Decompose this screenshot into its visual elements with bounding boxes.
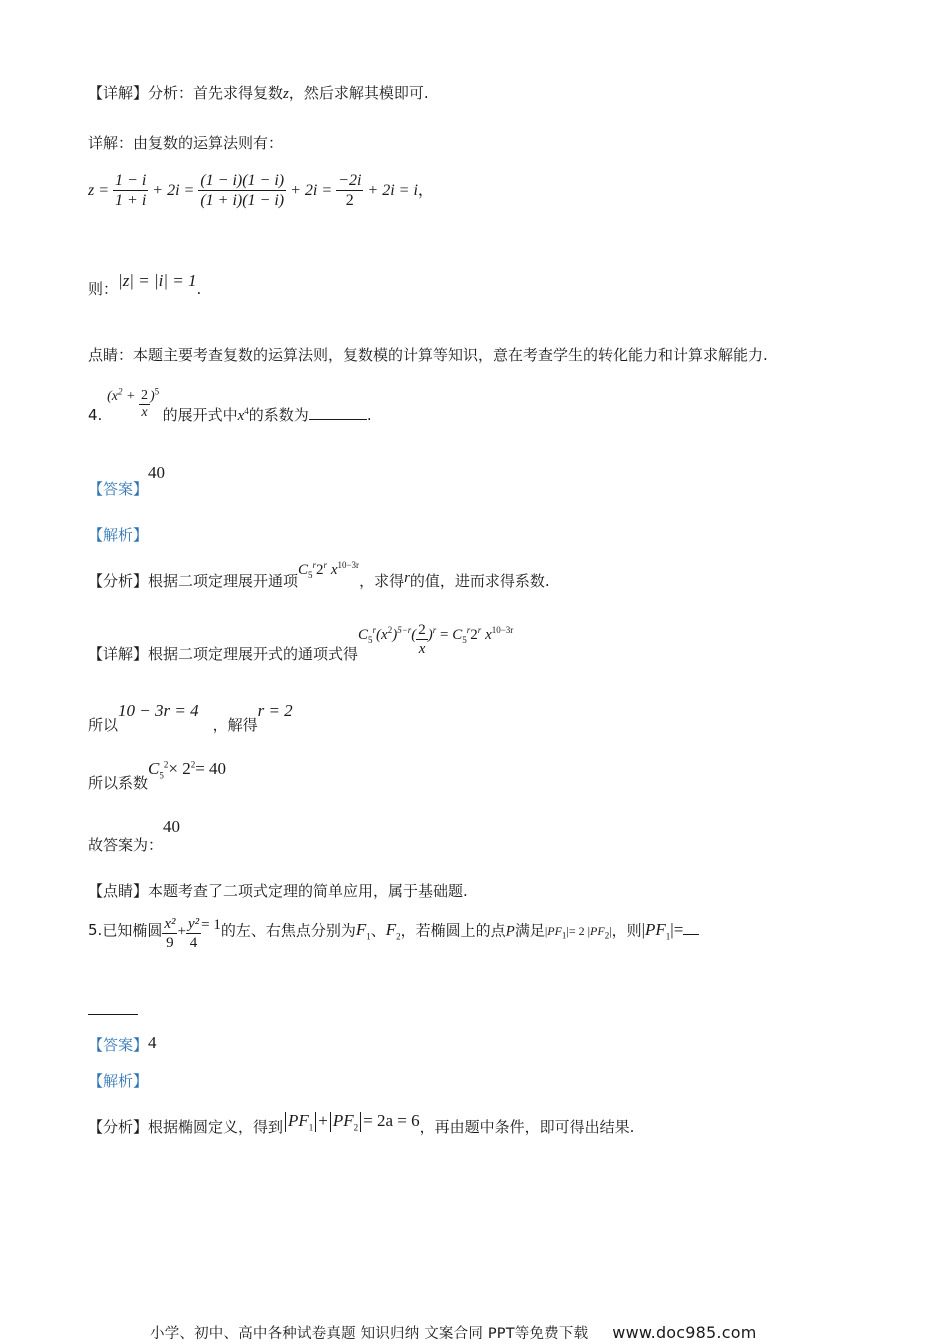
- q5-fenxi-s2: 2: [353, 1122, 359, 1133]
- q4-term-sup: 4: [244, 406, 249, 416]
- suoyi2-rest-sup: 2: [190, 759, 196, 770]
- q5-answer-blank-a[interactable]: [683, 934, 699, 935]
- q4-fraction: [139, 388, 150, 422]
- q5-plus: +: [177, 923, 186, 940]
- fraction-3-num: −2i: [336, 172, 363, 191]
- q5-fenxi-b: ，再由题中条件，即可得出结果.: [419, 1118, 635, 1136]
- q4-analysis-label: 【解析】: [88, 526, 149, 544]
- q5-F1-F: F: [355, 920, 367, 940]
- suoyi1-math: 10 − 3r = 4: [118, 701, 199, 720]
- q5-F1: [355, 920, 371, 942]
- xj-x2sup: 2: [387, 625, 393, 636]
- suoyi2-rest: × 2: [168, 759, 191, 778]
- q4-fenxi-sub: 5: [308, 570, 313, 580]
- detail-text: 【详解】分析：首先求得复数: [88, 84, 284, 102]
- eq-plus-b: + 2i =: [290, 181, 333, 199]
- q4-xiangjie-text: 【详解】根据二项定理展开式的通项式得: [88, 645, 359, 664]
- fraction-3-den: 2: [345, 192, 354, 210]
- q5-fenxi-eq: = 2a = 6: [363, 1111, 420, 1130]
- q4-fenxi-line: [88, 560, 550, 590]
- q5-F2: [385, 920, 401, 942]
- xj-fnum: 2: [416, 622, 428, 640]
- q4-term: [238, 408, 249, 424]
- q5-frac-2: [186, 916, 201, 952]
- xj-res-2: 2: [470, 627, 478, 644]
- q5-answer-value: 4: [148, 1033, 157, 1052]
- q5-F2-sub: 2: [396, 931, 401, 942]
- q5-eq1: = 1: [201, 917, 221, 934]
- question-5: [88, 916, 699, 952]
- equation-z: [88, 172, 434, 211]
- suoyi1-text: 所以: [88, 716, 119, 734]
- q4-fenxi-x: x: [330, 562, 338, 578]
- q4-fenxi-xsup: 10−3r: [337, 560, 360, 570]
- q5-f2-num: y²: [186, 916, 201, 934]
- q4-fenxi-2-sup: r: [323, 560, 328, 570]
- q4-xiangjie-math: [358, 622, 514, 658]
- xj-res-xsup: 10−3r: [491, 625, 514, 636]
- q5-cond-sub2: 2: [604, 930, 610, 941]
- xj-supr: r: [372, 625, 377, 636]
- q4-fenxi-r: r: [404, 570, 410, 586]
- q5-P: P: [505, 923, 515, 940]
- q5-fenxi-plus: +: [318, 1111, 328, 1130]
- q5-analysis-label: 【解析】: [88, 1072, 149, 1090]
- q5-F1-sub: 1: [366, 931, 371, 942]
- suoyi2-C: C: [148, 759, 160, 778]
- gu-value: 40: [163, 817, 181, 836]
- q5-text-b: 的左、右焦点分别为: [220, 921, 356, 940]
- footer-site-link[interactable]: www.doc985.com: [612, 1323, 757, 1342]
- xj-after-frac: ): [427, 627, 433, 644]
- xj-res-sub: 5: [462, 635, 467, 646]
- q5-cond-mid: = 2: [568, 924, 585, 939]
- suoyi2-sup: 2: [163, 759, 169, 770]
- q4-expr-open: (x: [107, 389, 118, 404]
- suoyi2-math: [148, 759, 227, 781]
- q4-text-a: 的展开式中: [162, 406, 238, 424]
- q5-cond-pf2: PF: [590, 924, 605, 939]
- detail-rest: ，然后求解其模即可.: [288, 84, 429, 102]
- then-label: 则：: [88, 280, 119, 298]
- q5-f1-den: 9: [166, 935, 174, 952]
- fraction-3: [336, 172, 363, 211]
- footer: [150, 1322, 757, 1343]
- xj-res-x: x: [485, 627, 492, 644]
- q4-fenxi-c: 的值，进而求得系数.: [409, 572, 550, 590]
- q4-term-x: x: [237, 408, 245, 424]
- q4-number: 4.: [88, 406, 103, 424]
- xj-x2: (x: [376, 627, 388, 644]
- eq-lhs: z =: [88, 181, 110, 199]
- q5-cond-sub1: 1: [561, 930, 567, 941]
- xj-fden: x: [418, 641, 426, 658]
- q4-text-b: 的系数为: [248, 406, 309, 424]
- fraction-2-den: (1 + i)(1 − i): [200, 192, 285, 210]
- q5-cond-pf: PF: [547, 924, 562, 939]
- suoyi2-sub: 5: [159, 770, 164, 781]
- q5-text-a: 已知椭圆: [102, 921, 163, 940]
- q5-fenxi-pf2: PF: [332, 1111, 354, 1130]
- eq-tail: + 2i = i: [367, 181, 418, 199]
- q4-xiangjie-line: [88, 622, 514, 664]
- q5-fenxi-s1: 1: [308, 1122, 314, 1133]
- var-z: z: [283, 86, 289, 102]
- xj-pow: ): [392, 627, 398, 644]
- q4-fenxi-text: 【分析】根据二项定理展开通项: [88, 572, 299, 590]
- xj-res: C: [452, 627, 463, 644]
- suoyi1-sol: r = 2: [257, 701, 293, 720]
- q5-fenxi-math: [283, 1111, 420, 1133]
- q4-expr-close: ): [149, 389, 155, 404]
- question-4: [88, 386, 372, 424]
- q4-frac-num: 2: [139, 388, 150, 405]
- fraction-1-num: 1 − i: [113, 172, 148, 191]
- q5-f1-num: x²: [162, 916, 177, 934]
- xj-open-paren: (: [411, 627, 417, 644]
- q5-number: 5.: [88, 921, 103, 940]
- q5-f2-den: 4: [189, 935, 198, 952]
- detail-line-2: 详解：由复数的运算法则有：: [88, 134, 284, 152]
- q5-text-e: ，则: [611, 921, 642, 940]
- q4-suoyi-1: [88, 700, 293, 734]
- xj-eq: =: [440, 627, 449, 644]
- q4-fenxi-supr: r: [312, 560, 317, 570]
- q5-text-c: ，若椭圆上的点: [400, 921, 506, 940]
- q5-sep: 、: [370, 921, 386, 940]
- q5-answer-line: [88, 1034, 157, 1055]
- suoyi2-eq: = 40: [195, 759, 227, 778]
- eq-plus-a: + 2i =: [152, 181, 195, 199]
- fraction-2: [198, 172, 286, 211]
- q5-frac-1: [162, 916, 177, 952]
- xj-powsup: 5−r: [397, 625, 412, 636]
- q5-answer-blank-b-wrap: [88, 1001, 138, 1019]
- q5-ask-eq: =: [673, 920, 684, 940]
- q5-text-d: 满足: [514, 921, 545, 940]
- q4-gu-line: [88, 816, 181, 854]
- xj-after-sup: r: [432, 625, 437, 636]
- xj-sub: 5: [368, 635, 373, 646]
- q4-fenxi-2: 2: [316, 562, 324, 578]
- q4-answer-blank[interactable]: [309, 419, 367, 420]
- q5-condition: $|PF_1|= 2$ $|PF_2|$: [544, 924, 612, 941]
- suoyi1-mid: ，解得: [212, 716, 258, 734]
- q5-ask-sub: 1: [665, 931, 671, 942]
- q5-answer-label: 【答案】: [88, 1036, 149, 1054]
- q4-expr-sup5: 5: [154, 386, 160, 397]
- eq-comma: ，: [417, 179, 434, 199]
- detail-line: [88, 82, 429, 103]
- q5-F2-F: F: [385, 920, 397, 940]
- fraction-1: [113, 172, 148, 211]
- q5-fenxi-text: 【分析】根据椭圆定义，得到: [88, 1118, 284, 1136]
- q4-answer-value: 40: [148, 463, 166, 482]
- q4-fenxi-term: [298, 562, 359, 578]
- q4-answer-line: [88, 462, 166, 498]
- then-dot: .: [196, 280, 202, 298]
- q4-dianjing: 【点睛】本题考查了二项式定理的简单应用，属于基础题.: [88, 882, 468, 900]
- q5-fenxi-pf1: PF: [288, 1111, 309, 1130]
- then-math: |z| = |i| = 1: [118, 271, 197, 290]
- q4-expr-plus: +: [122, 389, 136, 404]
- suoyi2-text: 所以系数: [88, 774, 149, 792]
- xj-res-sup: r: [466, 625, 471, 636]
- q4-suoyi-2: [88, 758, 227, 792]
- q4-text-end: .: [366, 406, 372, 424]
- q4-fenxi-C: C: [298, 562, 309, 578]
- xj-fraction: [416, 622, 428, 658]
- q5-answer-blank-b[interactable]: [88, 1014, 138, 1015]
- q4-expression: [107, 386, 163, 420]
- q4-fenxi-b: ，求得: [359, 572, 405, 590]
- q5-ask-pf: PF: [645, 920, 666, 940]
- then-line: [88, 271, 202, 299]
- gu-text: 故答案为：: [88, 836, 164, 854]
- footer-text: 小学、初中、高中各种试卷真题 知识归纳 文案合同 PPT等免费下载: [150, 1326, 589, 1342]
- comment-line: 点睛：本题主要考查复数的运算法则，复数模的计算等知识，意在考查学生的转化能力和计算求解能力.: [88, 346, 768, 364]
- q5-ask: $|PF_1|=$: [641, 920, 684, 942]
- xj-res-2-sup: r: [477, 625, 482, 636]
- q4-expr-sup2: 2: [117, 386, 123, 397]
- xj-C: C: [358, 627, 369, 644]
- q4-answer-label: 【答案】: [88, 480, 149, 498]
- fraction-2-num: (1 − i)(1 − i): [198, 172, 286, 191]
- q5-fenxi-line: [88, 1110, 635, 1136]
- q4-frac-den: x: [141, 405, 148, 420]
- fraction-1-den: 1 + i: [115, 192, 147, 210]
